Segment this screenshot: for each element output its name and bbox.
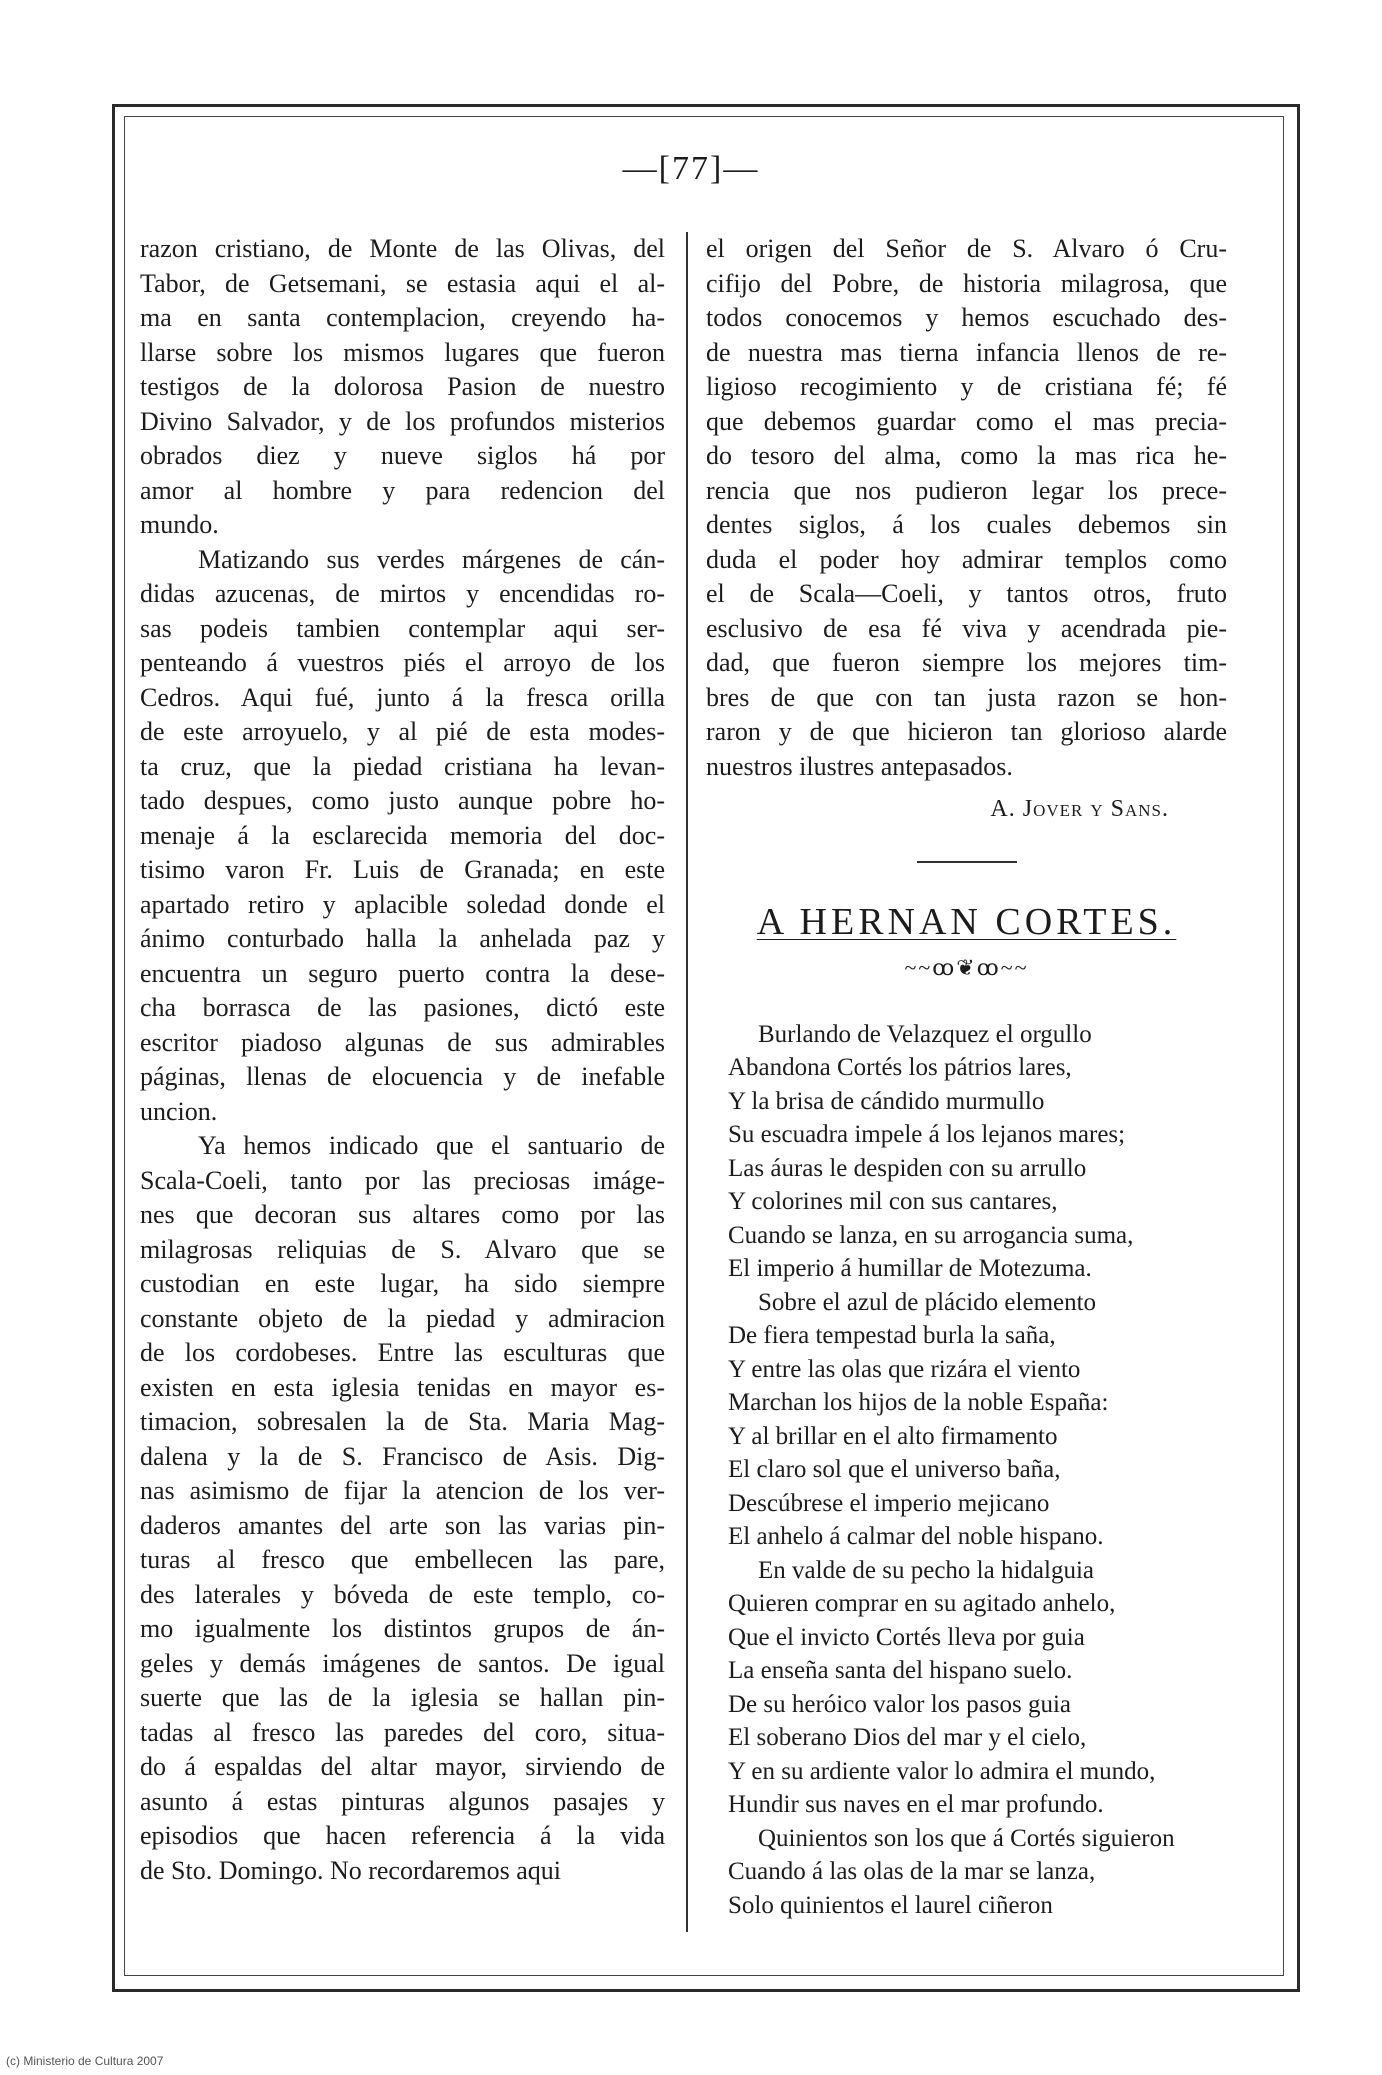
text-line: milagrosas reliquias de S. Alvaro que se	[140, 1234, 665, 1264]
text-line: nas asimismo de fijar la atencion de los ver-	[140, 1476, 665, 1505]
text-line: Tabor, de Getsemani, se estasia aqui el al-	[140, 268, 665, 298]
text-line: mo igualmente los distintos grupos de án-	[140, 1614, 665, 1643]
poem-line: Su escuadra impele á los lejanos mares;	[728, 1121, 1126, 1148]
poem-line: Las áuras le despiden con su arrullo	[728, 1154, 1087, 1182]
poem-line: Y entre las olas que rizára el viento	[728, 1355, 1081, 1383]
right-text-column	[706, 232, 1227, 1922]
text-line: existen en esta iglesia tenidas en mayor es-	[140, 1372, 665, 1402]
poem-line: Burlando de Velazquez el orgullo	[758, 1020, 1092, 1048]
text-line: rencia que nos pudieron legar los prece-	[706, 475, 1227, 505]
text-line: daderos amantes del arte son las varias pin-	[140, 1510, 665, 1540]
poem-line: Hundir sus naves en el mar profundo.	[728, 1791, 1104, 1818]
text-line: amor al hombre y para redencion del	[140, 475, 665, 505]
text-line: Ya hemos indicado que el santuario de	[198, 1131, 665, 1160]
text-line: asunto á estas pinturas algunos pasajes y	[140, 1786, 665, 1816]
text-line: penteando á vuestros piés el arroyo de los	[140, 648, 665, 677]
text-line: Matizando sus verdes márgenes de cán-	[198, 544, 665, 574]
text-line: timacion, sobresalen la de Sta. Maria Mag-	[140, 1407, 665, 1436]
poem-line: En valde de su pecho la hidalguia	[758, 1556, 1094, 1584]
text-line: ta cruz, que la piedad cristiana ha levan-	[140, 751, 665, 781]
section-rule	[917, 861, 1017, 863]
poem-line: El claro sol que el universo baña,	[728, 1456, 1061, 1483]
text-line: constante objeto de la piedad y admiracion	[140, 1303, 665, 1333]
poem-line: Solo quinientos el laurel ciñeron	[728, 1891, 1053, 1919]
poem-line: Y colorines mil con sus cantares,	[728, 1188, 1058, 1215]
text-line: nes que decoran sus altares como por las	[140, 1200, 665, 1229]
text-line: cifijo del Pobre, de historia milagrosa, que	[706, 268, 1227, 298]
text-line: esclusivo de esa fé viva y acendrada pie-	[706, 613, 1227, 643]
text-line: do á espaldas del altar mayor, sirviendo de	[140, 1752, 665, 1781]
poem-line: De fiera tempestad burla la saña,	[728, 1322, 1056, 1349]
text-line: uncion.	[140, 1096, 218, 1126]
poem-line: De su heróico valor los pasos guia	[728, 1690, 1071, 1718]
text-line: des laterales y bóveda de este templo, co-	[140, 1579, 665, 1609]
text-line: el origen del Señor de S. Alvaro ó Cru-	[706, 234, 1227, 263]
text-line: que debemos guardar como el mas precia-	[706, 406, 1227, 436]
text-line: custodian en este lugar, ha sido siempre	[140, 1269, 665, 1298]
text-line: ma en santa contemplacion, creyendo ha-	[140, 303, 665, 332]
text-line: duda el poder hoy admirar templos como	[706, 544, 1227, 574]
text-line: turas al fresco que embellecen las pare,	[140, 1545, 665, 1574]
text-line: menaje á la esclarecida memoria del doc-	[140, 820, 665, 850]
poem-line: El soberano Dios del mar y el cielo,	[728, 1724, 1087, 1751]
poem-line: El imperio á humillar de Motezuma.	[728, 1255, 1092, 1282]
text-line: tadas al fresco las paredes del coro, situa-	[140, 1717, 665, 1747]
text-line: sas podeis tambien contemplar aqui ser-	[140, 613, 665, 643]
text-line: Scala-Coeli, tanto por las preciosas imáge-	[140, 1165, 665, 1195]
text-line: testigos de la dolorosa Pasion de nuestro	[140, 372, 665, 401]
text-line: ligioso recogimiento y de cristiana fé; fé	[706, 372, 1227, 401]
text-line: dad, que fueron siempre los mejores tim-	[706, 648, 1227, 677]
text-line: episodios que hacen referencia á la vida	[140, 1821, 665, 1850]
text-line: razon cristiano, de Monte de las Olivas, del	[140, 234, 665, 263]
text-line: ánimo conturbado halla la anhelada paz y	[140, 924, 665, 953]
text-line: tado despues, como justo aunque pobre ho-	[140, 786, 665, 815]
text-line: didas azucenas, de mirtos y encendidas ro-	[140, 579, 665, 608]
poem-line: Y en su ardiente valor lo admira el mundo,	[728, 1757, 1156, 1785]
text-line: mundo.	[140, 510, 219, 539]
poem-line: Abandona Cortés los pátrios lares,	[728, 1054, 1072, 1081]
column-divider	[686, 232, 688, 1932]
text-line: de nuestra mas tierna infancia llenos de re-	[706, 337, 1227, 367]
text-line: nuestros ilustres antepasados.	[706, 751, 1013, 781]
poem-line: Cuando á las olas de la mar se lanza,	[728, 1858, 1096, 1885]
poem-line: Descúbrese el imperio mejicano	[728, 1489, 1050, 1517]
text-line: Cedros. Aqui fué, junto á la fresca orilla	[140, 682, 665, 712]
text-line: cha borrasca de las pasiones, dictó este	[140, 993, 665, 1022]
text-line: raron y de que hicieron tan glorioso alarde	[706, 717, 1227, 746]
poem-title: A HERNAN CORTES.	[756, 900, 1177, 943]
poem-line: Cuando se lanza, en su arrogancia suma,	[728, 1221, 1134, 1249]
poem-line: Y al brillar en el alto firmamento	[728, 1422, 1058, 1450]
text-line: de este arroyuelo, y al pié de esta modes-	[140, 717, 665, 746]
text-line: llarse sobre los mismos lugares que fueron	[140, 337, 665, 367]
text-line: bres de que con tan justa razon se hon-	[706, 682, 1227, 712]
poem-line: Marchan los hijos de la noble España:	[728, 1389, 1109, 1416]
text-line: el de Scala—Coeli, y tantos otros, fruto	[706, 579, 1227, 608]
text-line: todos conocemos y hemos escuchado des-	[706, 303, 1227, 332]
text-line: dentes siglos, á los cuales debemos sin	[706, 510, 1227, 539]
author-signature: A. Jover y Sans.	[990, 796, 1169, 822]
poem-line: El anhelo á calmar del noble hispano.	[728, 1523, 1104, 1550]
text-line: encuentra un seguro puerto contra la dese-	[140, 958, 665, 988]
copyright-notice: (c) Ministerio de Cultura 2007	[6, 2054, 164, 2068]
poem-line: La enseña santa del hispano suelo.	[728, 1657, 1073, 1684]
text-line: geles y demás imágenes de santos. De igual	[140, 1648, 665, 1678]
text-line: Divino Salvador, y de los profundos misterios obrados diez y nueve siglos há por	[140, 406, 665, 470]
poem-line: Quieren comprar en su agitado anhelo,	[728, 1590, 1116, 1617]
poem-line: Que el invicto Cortés lleva por guia	[728, 1623, 1085, 1651]
text-line: suerte que las de la iglesia se hallan pin-	[140, 1683, 665, 1712]
text-line: de los cordobeses. Entre las esculturas que	[140, 1338, 665, 1367]
left-text-column	[140, 232, 665, 1888]
text-line: dalena y la de S. Francisco de Asis. Dig-	[140, 1441, 665, 1471]
poem-line: Y la brisa de cándido murmullo	[728, 1087, 1045, 1115]
poem-body	[706, 1018, 1227, 1923]
text-line: do tesoro del alma, como la mas rica he-	[706, 441, 1227, 470]
ornament-flourish: ~~ꝏ❦ꝏ~~	[904, 955, 1029, 980]
poem-line: Quinientos son los que á Cortés siguieron	[758, 1824, 1175, 1852]
text-line: tisimo varon Fr. Luis de Granada; en este	[140, 855, 665, 884]
text-line: de Sto. Domingo. No recordaremos aqui	[140, 1855, 561, 1885]
page-number: —[77]—	[622, 150, 760, 187]
text-line: apartado retiro y aplacible soledad donde el	[140, 889, 665, 919]
text-line: páginas, llenas de elocuencia y de inefable	[140, 1062, 665, 1091]
text-line: escritor piadoso algunas de sus admirables	[140, 1027, 665, 1057]
poem-line: Sobre el azul de plácido elemento	[758, 1288, 1097, 1316]
